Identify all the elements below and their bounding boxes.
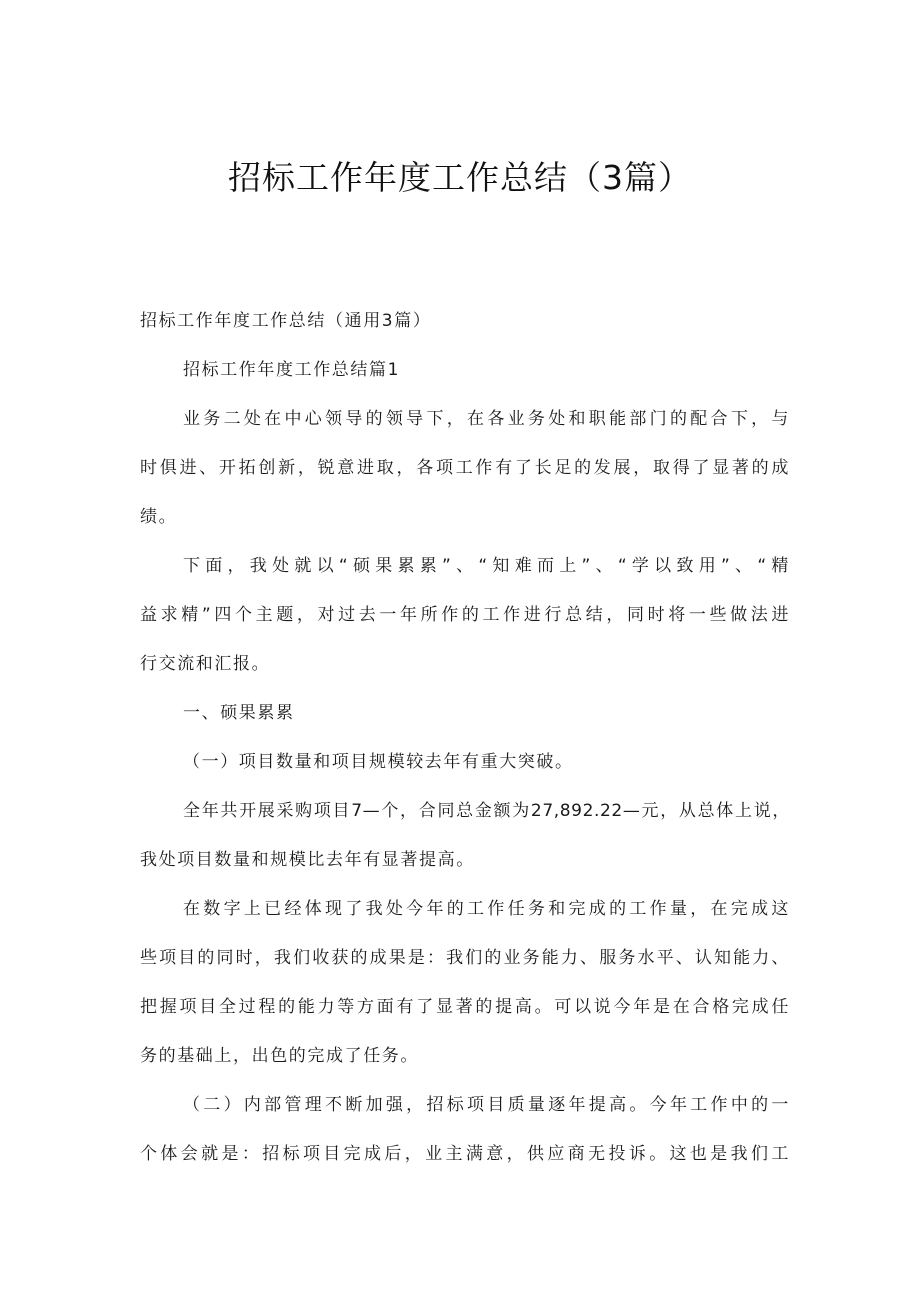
paragraph-line: 我处项目数量和规模比去年有显著提高。 [140,850,475,870]
section-heading: 招标工作年度工作总结篇1 [183,360,401,380]
document-subtitle: 招标工作年度工作总结（通用3篇） [140,311,432,331]
paragraph-line: 把握项目全过程的能力等方面有了显著的提高。可以说今年是在合格完成任 [140,997,790,1017]
document-title: 招标工作年度工作总结（3篇） [228,158,692,197]
paragraph-line: （二）内部管理不断加强，招标项目质量逐年提高。今年工作中的一 [183,1095,790,1115]
paragraph-line: 业务二处在中心领导的领导下，在各业务处和职能部门的配合下，与 [183,409,790,429]
paragraph-line: 绩。 [140,507,178,527]
paragraph-line: 在数字上已经体现了我处今年的工作任务和完成的工作量，在完成这 [183,899,790,919]
paragraph-line: 些项目的同时，我们收获的成果是：我们的业务能力、服务水平、认知能力、 [140,948,790,968]
section-item-heading: 一、硕果累累 [183,703,295,723]
paragraph-line: 行交流和汇报。 [140,654,271,674]
subsection-heading: （一）项目数量和项目规模较去年有重大突破。 [183,752,574,772]
paragraph-line: 务的基础上，出色的完成了任务。 [140,1046,419,1066]
paragraph-line: 个体会就是：招标项目完成后，业主满意，供应商无投诉。这也是我们工 [140,1144,790,1164]
paragraph-line: 全年共开展采购项目7—个，合同总金额为27,892.22—元，从总体上说， [183,801,790,821]
paragraph-line: 下面，我处就以“硕果累累”、“知难而上”、“学以致用”、“精 [183,556,790,576]
paragraph-line: 时俱进、开拓创新，锐意进取，各项工作有了长足的发展，取得了显著的成 [140,458,790,478]
paragraph-line: 益求精”四个主题，对过去一年所作的工作进行总结，同时将一些做法进 [140,605,790,625]
